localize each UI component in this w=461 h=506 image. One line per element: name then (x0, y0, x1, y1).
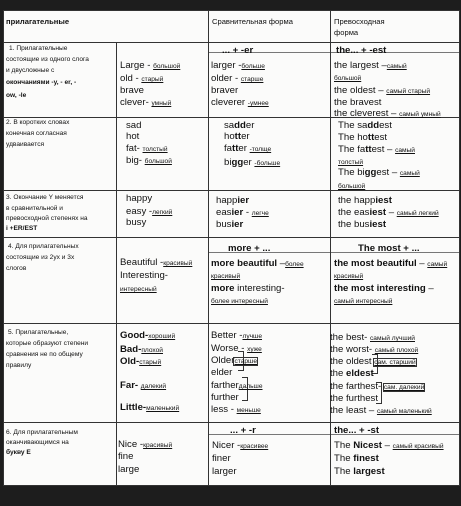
sec1-comp-entry (211, 98, 269, 108)
rule-line: 3. Окончание Y меняется (6, 194, 84, 201)
sec6-superlative-formula: the... + -st (334, 425, 380, 436)
table-border-top (3, 10, 460, 11)
sec5-comp-entry (211, 368, 232, 378)
russian-translation: интересный (120, 286, 157, 293)
sec4-base-entry (120, 284, 157, 294)
sec4-sup-entry (334, 284, 434, 294)
english-word: sad (126, 120, 142, 131)
english-word: Worse - (211, 343, 248, 354)
english-word: the farthest- (330, 381, 384, 392)
english-word: farther (211, 380, 239, 391)
english-word: Nicer - (212, 440, 241, 451)
russian-translation: хороший (148, 333, 176, 340)
russian-translation: больше (241, 63, 265, 70)
sec6-base-entry (118, 440, 172, 450)
sec5-comp-entry (211, 331, 262, 341)
english-word: Good- (120, 330, 149, 341)
english-word: braver (211, 85, 239, 96)
russian-translation: старше (240, 76, 264, 83)
sec1-comparative-formula: ... + -er (222, 45, 254, 56)
sec2-sup-entry (338, 121, 392, 131)
sec4-comp-entry (211, 271, 240, 281)
russian-translation: самый красивый (392, 443, 444, 450)
rule-line: 1. Прилагательные (9, 45, 68, 52)
russian-translation: легче (251, 210, 269, 217)
sec2-sup-entry (338, 133, 387, 143)
sec1-comp-entry (211, 61, 265, 71)
english-word: the most beautiful – (334, 258, 428, 269)
sec2-base-entry (126, 132, 139, 142)
sec1-sup-entry (334, 98, 381, 108)
russian-translation: самый старый (386, 88, 431, 95)
english-word: larger - (211, 60, 242, 71)
russian-translation: самый легкий (396, 210, 439, 217)
english-word: hotter (224, 131, 250, 142)
rule-line: конечная согласная (6, 130, 67, 137)
sec4-superlative-formula: The most + ... (358, 243, 420, 254)
russian-translation: старый (139, 359, 162, 366)
russian-translation: самый плохой (374, 347, 419, 354)
russian-translation: дальше (238, 383, 263, 390)
english-word: happy (126, 193, 153, 204)
sec5-comp-entry (211, 381, 263, 391)
russian-translation: лучше (242, 333, 263, 340)
russian-translation: самый (427, 261, 448, 268)
row-divider-5 (3, 422, 460, 423)
russian-translation: -умнее (247, 100, 269, 107)
rule-line: сравнения не по общему (6, 351, 83, 358)
english-word: Bad- (120, 344, 142, 355)
sec4-comp-entry (211, 259, 304, 269)
russian-translation: маленький (146, 405, 180, 412)
sec1-sup-entry (334, 109, 441, 119)
rule-line: ow, -le (6, 92, 27, 99)
rule-line: которые образуют степени (6, 340, 89, 347)
english-word: further (211, 392, 239, 403)
sec5-sup-entry (330, 382, 424, 392)
header-superlative-2: форма (334, 28, 359, 37)
russian-translation: самый (386, 63, 407, 70)
sec2-comp-entry (224, 132, 250, 142)
table-border-right (459, 10, 460, 486)
sec1-sup-entry (334, 73, 361, 83)
russian-translation: большой (144, 158, 172, 165)
english-word: The hottest (338, 132, 388, 143)
header-adjectives: прилагательные (6, 17, 70, 26)
english-word: the bravest (334, 97, 382, 108)
sec1-sup-entry (334, 61, 407, 71)
sec2-sup-entry (338, 157, 363, 167)
sec1-base-entry (120, 98, 171, 108)
russian-translation: самый маленький (376, 408, 432, 415)
english-word: the cleverest – (334, 108, 400, 119)
sec5-comp-entry (211, 405, 261, 415)
english-word: more beautiful – (211, 258, 286, 269)
sec2-comp-entry (224, 144, 271, 154)
sec3-comp-entry (216, 220, 243, 230)
rule-line: состоящие из 2ух и 3х (6, 254, 75, 261)
english-word: Little- (120, 402, 147, 413)
english-word: Beautiful - (120, 257, 164, 268)
english-word: busy (126, 217, 147, 228)
russian-translation: старый (141, 76, 164, 83)
russian-translation: далекий (140, 383, 167, 390)
english-word: the oldest (330, 356, 375, 367)
english-word: hot (126, 131, 140, 142)
sec3-sup-entry (338, 196, 392, 206)
sec1-superlative-formula: the... + -est (336, 45, 387, 56)
english-word: The finest (334, 453, 379, 464)
english-word: Interesting- (120, 270, 168, 281)
header-divider (3, 42, 460, 43)
sec3-base-entry (126, 207, 172, 217)
english-word: the busiest (338, 219, 387, 230)
sec3-sup-entry (338, 208, 439, 218)
russian-translation: умный (151, 100, 172, 107)
russian-translation: самый интересный (334, 298, 393, 305)
english-word: more interesting- (211, 283, 285, 294)
sec6-sup-entry (334, 441, 444, 451)
sec4-sup-entry (334, 296, 392, 306)
english-word: older - (211, 73, 241, 84)
sec1-comp-entry (211, 74, 263, 84)
sec5-sup-entry (330, 357, 416, 367)
english-word: The biggest – (338, 167, 400, 178)
english-word: the most interesting – (334, 283, 434, 294)
english-word: easier - (216, 207, 252, 218)
sec5-base-entry (120, 345, 163, 355)
russian-translation: плохой (141, 347, 163, 354)
sec4-base-entry (120, 258, 192, 268)
rule-line: 6. Для прилагательным (6, 429, 78, 436)
sec2-base-entry (126, 121, 141, 131)
russian-translation: -толще (249, 146, 272, 153)
rule-line: 5. Прилагательные, (8, 329, 69, 336)
russian-translation: более интересный (211, 298, 268, 305)
russian-translation: самый (399, 170, 420, 177)
sec2-base-entry (126, 144, 168, 154)
russian-translation: красивее (240, 443, 269, 450)
english-word: the eldest (330, 368, 374, 379)
sec5-sup-entry (330, 345, 418, 355)
rule-line: в сравнительной и (6, 205, 63, 212)
russian-translation: более (285, 261, 304, 268)
english-word: the happiest (338, 195, 392, 206)
russian-translation: большой (334, 75, 362, 82)
rule-line: i +ER/EST (6, 225, 38, 232)
rule-line: правилу (6, 362, 32, 369)
sec6-sup-entry (334, 454, 379, 464)
sec1-base-entry (120, 86, 144, 96)
english-word: fat- (126, 143, 143, 154)
sec1-base-entry (120, 61, 180, 71)
sec3-base-entry (126, 194, 152, 204)
sec5-comp-entry (211, 344, 262, 354)
english-word: the worst- (330, 344, 375, 355)
russian-translation: красивый (334, 273, 364, 280)
rule-line: и двусложные с (6, 67, 55, 74)
sec5-base-entry (120, 403, 179, 413)
english-word: The saddest (338, 120, 392, 131)
sec6-base-entry (118, 465, 139, 475)
english-word: the furthest (330, 393, 378, 404)
row-divider-3 (3, 237, 460, 238)
english-word: sadder (224, 120, 255, 131)
english-word: elder (211, 367, 233, 378)
rule-line: превосходной степенях на (6, 215, 88, 222)
russian-translation: самый умный (399, 111, 441, 118)
sec3-base-entry (126, 218, 146, 228)
sec3-comp-entry (216, 208, 269, 218)
header-comparative: Сравнительная форма (212, 17, 293, 26)
sec4-base-entry (120, 271, 168, 281)
russian-translation: красивый (163, 260, 193, 267)
english-word: busier (216, 219, 244, 230)
sec4-comp-entry (211, 284, 285, 294)
sec6-comp-entry (212, 454, 231, 464)
english-word: easy - (126, 206, 153, 217)
sec2-sup-entry (338, 181, 365, 191)
sec6-sup-entry (334, 467, 385, 477)
sec6-comp-entry (212, 467, 237, 477)
rule-line: оканчивающимся на (6, 439, 69, 446)
english-word: brave (120, 85, 144, 96)
russian-translation: толстый (142, 146, 168, 153)
russian-translation: красивый (211, 273, 241, 280)
english-word: The fattest – (338, 144, 396, 155)
english-word: bigger (224, 157, 255, 168)
english-word: finer (212, 453, 231, 464)
sec5-sup-entry (330, 406, 432, 416)
russian-translation: красивый (143, 442, 173, 449)
sec1-base-entry (120, 74, 163, 84)
sec2-sup-entry (338, 145, 415, 155)
table-border-left (3, 10, 4, 486)
russian-translation: толстый (338, 159, 364, 166)
sec2-comp-entry (224, 121, 254, 131)
english-word: large (118, 464, 140, 475)
rule-line: букву E (6, 449, 31, 456)
russian-translation: -больше (254, 160, 281, 167)
english-word: cleverer (211, 97, 248, 108)
russian-translation: самый (395, 147, 415, 154)
english-word: old - (120, 73, 142, 84)
russian-translation: меньше (236, 407, 261, 414)
sec5-comp-entry (211, 393, 239, 403)
english-word: the least – (330, 405, 377, 416)
col-divider-rule (116, 42, 117, 486)
english-word: Far- (120, 380, 141, 391)
sec5-sup-entry (330, 333, 415, 343)
english-word: the easiest – (338, 207, 397, 218)
english-word: the oldest – (334, 85, 387, 96)
english-word: Old- (120, 356, 140, 367)
rule-line: 2. В коротких словах (6, 119, 70, 126)
sec5-sup-entry (330, 369, 374, 379)
sec2-base-entry (126, 156, 172, 166)
russian-translation: самый лучший (370, 335, 415, 342)
header-superlative-1: Превосходная (334, 17, 385, 26)
english-word: Older (211, 355, 235, 366)
english-word: The largest (334, 466, 385, 477)
russian-translation: хуже (247, 346, 262, 353)
english-word: larger (212, 466, 237, 477)
english-word: the largest – (334, 60, 387, 71)
row-divider-2 (3, 190, 460, 191)
sec5-comp-entry (211, 356, 257, 366)
english-word: big- (126, 155, 145, 166)
rule-line: удваивается (6, 141, 45, 148)
russian-translation: старше (234, 358, 258, 365)
sec5-base-entry (120, 331, 175, 341)
english-word: the best- (330, 332, 370, 343)
english-word: clever- (120, 97, 152, 108)
english-word: fatter (224, 143, 250, 154)
rule-line: слогов (6, 265, 27, 272)
russian-translation: большой (338, 183, 366, 190)
table-border-bottom (3, 485, 460, 486)
russian-translation: сам. старший (374, 359, 416, 366)
english-word: Large - (120, 60, 154, 71)
sec4-sup-entry (334, 271, 363, 281)
russian-translation: большой (153, 63, 181, 70)
rule-line: окончаниями -y, - er, - (6, 79, 77, 86)
sec3-comp-entry (216, 196, 249, 206)
sec2-comp-entry (224, 158, 280, 168)
rule-line: состоящие из одного слога (6, 56, 89, 63)
col-divider-comparative (208, 10, 209, 486)
russian-translation: сам. далекий (383, 384, 425, 391)
sec5-base-entry (120, 357, 161, 367)
sec4-sup-entry (334, 259, 447, 269)
english-word: Better - (211, 330, 243, 341)
sec6-comparative-formula: ... + -r (230, 425, 256, 436)
english-word: less - (211, 404, 237, 415)
sec6-comp-entry (212, 441, 268, 451)
russian-translation: легкий (152, 209, 173, 216)
sec5-sup-entry (330, 394, 378, 404)
sec6-base-entry (118, 452, 133, 462)
english-word: fine (118, 451, 134, 462)
english-word: Nice - (118, 439, 144, 450)
sec4-comparative-formula: more + ... (228, 243, 271, 254)
sec5-base-entry (120, 381, 166, 391)
sec1-sup-entry (334, 86, 430, 96)
sec3-sup-entry (338, 220, 386, 230)
sec4-comp-entry (211, 296, 268, 306)
english-word: happier (216, 195, 250, 206)
rule-line: 4. Для прилагательных (8, 243, 79, 250)
sec2-sup-entry (338, 168, 420, 178)
row-divider-4 (3, 323, 460, 324)
sec1-comp-entry (211, 86, 238, 96)
english-word: The Nicest – (334, 440, 393, 451)
